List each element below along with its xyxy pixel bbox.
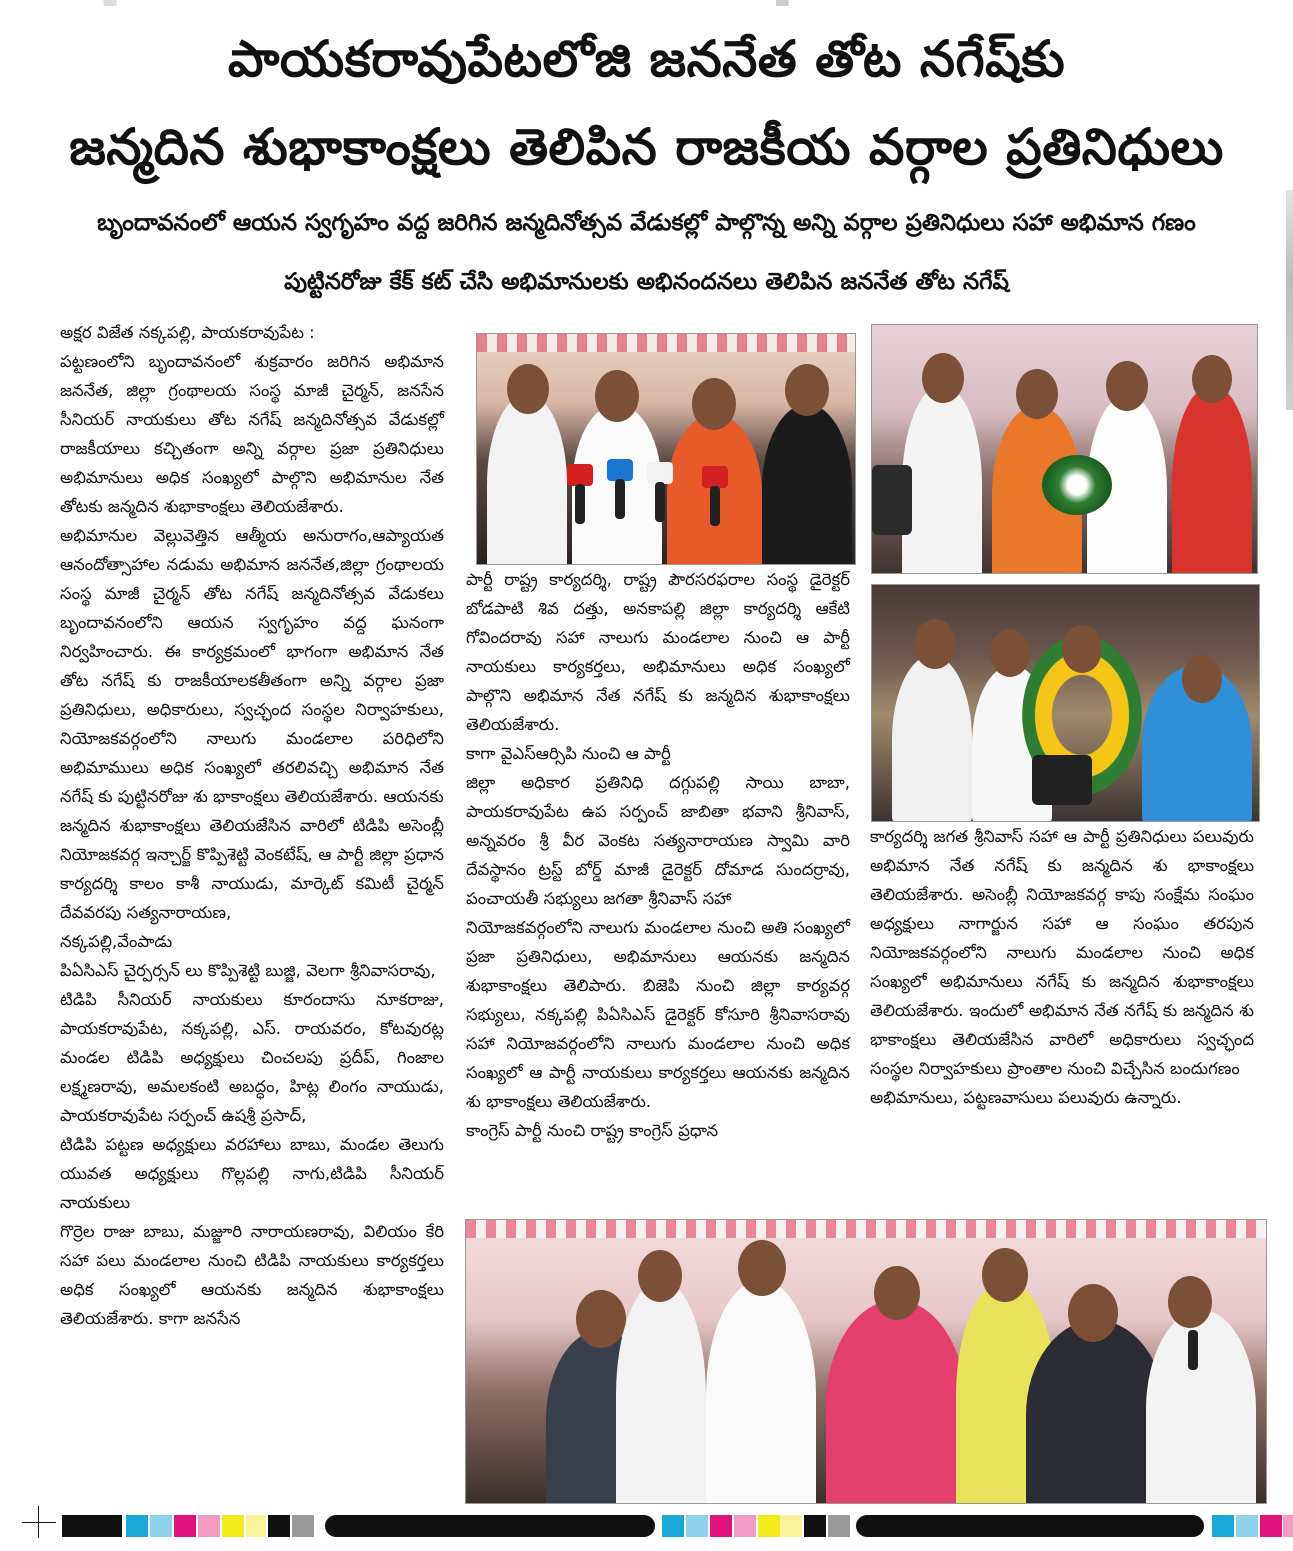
person-figure	[892, 655, 972, 822]
person-figure	[762, 404, 852, 565]
color-swatch	[1212, 1515, 1234, 1537]
article-column-1	[60, 318, 444, 1333]
color-swatch	[1260, 1515, 1282, 1537]
paragraph: కాగా వైఎస్ఆర్సిపి నుంచి ఆ పార్టీ	[466, 744, 671, 763]
person-head	[1168, 1276, 1212, 1328]
mic-logo	[702, 466, 728, 488]
flower-bouquet	[1042, 455, 1112, 515]
person-head	[1182, 655, 1222, 703]
person-head	[595, 370, 639, 422]
person-head	[507, 364, 549, 414]
microphone	[575, 484, 585, 524]
person-figure	[902, 385, 982, 574]
color-swatch	[662, 1515, 684, 1537]
paragraph: అభిమానుల వెల్లువెత్తిన ఆత్మీయ అనురాగం,ఆప్యాయత ఆనందోత్సాహాల నడుమ అభిమాన జననేత,జిల్లా గ్రంథాలయ సంస్థ మాజీ చైర్మన్ తోట నగేష్ జన్మదినోత్సవ వేడుకలు బృందావనంలోని ఆయన స్వగృహం వద్ద ఘనంగా నిర్వహించారు. ఈ కార్యక్రమంలో భాగంగా అభిమాన నేత తోట నగేష్ కు రాజకీయాలకతీతంగా అన్ని వర్గాల ప్రజా ప్రతినిధులు, అధికారులు, స్వచ్ఛంద సంస్థల నిర్వాహకులు, నియోజకవర్గంలోని నాలుగు మండలాల పరిధిలోని అభిమాములు అధిక సంఖ్యలో తరలివచ్చి అభిమాన నేత నగేష్ కు పుట్టినరోజు శు భాకాంక్షలు తెలియజేశారు. ఆయనకు	[60, 526, 444, 806]
microphone	[655, 482, 665, 522]
color-swatch	[246, 1515, 266, 1537]
mic-logo	[647, 462, 673, 484]
person-head	[914, 619, 956, 669]
mic-logo	[607, 459, 633, 481]
microphone	[710, 486, 720, 526]
person-head	[1016, 369, 1058, 419]
person-head	[1068, 1284, 1118, 1342]
color-swatch	[710, 1515, 732, 1537]
color-swatch	[734, 1515, 756, 1537]
paragraph: జిల్లా అధికార ప్రతినిధి దగ్గుపల్లి సాయి బాబా, పాయకరావుపేట ఉప సర్పంచ్ జాబితా భవాని శ్రీనివాస్, అన్నవరం శ్రీ వీర వెంకట సత్యనారాయణ స్వామి వారి దేవస్థానం ట్రస్ట్ బోర్డ్ మాజీ డైరెక్టర్ దోమాడ సుందర్రావు, పంచాయతీ సభ్యులు జగతా శ్రీనివాస్ సహా	[466, 773, 850, 908]
paragraph: జన్మదిన శుభాకాంక్షలు తెలియజేసిన వారిలో టిడిపి అసెంబ్లీ నియోజకవర్గ ఇన్చార్జ్ కొప్పిశెట్టి వెంకటేష్, ఆ పార్టీ జిల్లా ప్రధాన కార్యదర్శి కాలం కాశీ నాయుడు, మార్కెట్ కమిటీ చైర్మన్ దేవవరపు సత్యనారాయణ,	[60, 816, 444, 922]
color-swatch	[126, 1515, 148, 1537]
person-head	[1192, 355, 1232, 403]
photo-banner-decoration	[466, 1220, 1266, 1238]
article-column-3	[870, 822, 1254, 1112]
page-top-strip	[0, 0, 1293, 6]
paragraph: అభిమానులు, పట్టణవాసులు పలువురు ఉన్నారు.	[870, 1088, 1182, 1107]
person-figure	[1146, 1310, 1256, 1504]
camera	[872, 465, 912, 535]
photo-banner-decoration	[477, 334, 855, 352]
camera	[1032, 755, 1092, 805]
black-rule	[325, 1515, 655, 1537]
person-figure	[706, 1280, 816, 1504]
subheadline-line-1: బృందావనంలో ఆయన స్వగృహం వద్ద జరిగిన జన్మదినోత్సవ వేడుకల్లో పాల్గొన్న అన్ని వర్గాల ప్రతినిధులు సహా అభిమాన గణం	[97, 210, 1196, 236]
person-head	[1062, 625, 1102, 673]
photo-media-interview	[476, 333, 856, 565]
person-head	[990, 629, 1030, 677]
person-head	[1106, 361, 1148, 411]
color-swatch	[292, 1515, 314, 1537]
color-swatch	[150, 1515, 172, 1537]
color-swatch	[174, 1515, 196, 1537]
color-swatch	[1236, 1515, 1258, 1537]
microphone	[1188, 1330, 1198, 1370]
person-figure	[487, 394, 567, 565]
person-head	[576, 1290, 626, 1348]
color-swatch	[828, 1515, 850, 1537]
person-figure	[616, 1280, 706, 1504]
paragraph: టిడిపి పట్టణ అధ్యక్షులు వరహాలు బాబు, మండల తెలుగు యువత అధ్యక్షులు గొల్లపల్లి నాగు,టిడిపి సీనియర్ నాయకులు	[60, 1135, 444, 1212]
color-swatch	[198, 1515, 220, 1537]
paragraph: నియోజకవర్గంలోని నాలుగు మండలాల నుంచి అతి సంఖ్యలో ప్రజా ప్రతినిధులు, అభిమానులు ఆయనకు జన్మదిన శుభాకాంక్షలు తెలిపారు. బిజెపి నుంచి జిల్లా కార్యవర్గ సభ్యులు, నక్కపల్లి పిఏసిఎస్ డైరెక్టర్ కోసూరి శ్రీనివాసరావు సహా నియోజవర్గంలోని నాలుగు మండలాల నుంచి అధిక సంఖ్యలో ఆ పార్టీ నాయకులు కార్యకర్తలు ఆయనకు జన్మదిన శు భాకాంక్షలు తెలియజేశారు.	[466, 918, 850, 1111]
person-head	[738, 1240, 786, 1296]
color-swatch	[780, 1515, 802, 1537]
microphone	[615, 479, 625, 519]
person-head	[874, 1266, 920, 1320]
color-swatch	[758, 1515, 780, 1537]
color-swatch	[686, 1515, 708, 1537]
color-swatch	[804, 1515, 826, 1537]
paragraph: గొర్రెల రాజు బాబు, మజ్జూరి నారాయణరావు, విలియం కేరి సహా పలు మండలాల నుంచి టిడిపి నాయకులు కార్యకర్తలు అధిక సంఖ్యలో ఆయనకు జన్మదిన శుభాకాంక్షలు తెలియజేశారు. కాగా జనసేన	[60, 1222, 444, 1328]
paragraph: టిడిపి సీనియర్ నాయకులు కూరందాసు నూకరాజు, పాయకరావుపేట, నక్కపల్లి, ఎస్. రాయవరం, కోటవురట్ల మండల టిడిపి అధ్యక్షులు చించలపు ప్రదీప్, గింజాల లక్ష్మణరావు, అమలకంటి అబద్ధం, హిట్ల లింగం నాయుడు, పాయకరావుపేట సర్పంచ్ ఉషశ్రీ ప్రసాద్,	[60, 990, 444, 1125]
person-head	[982, 1248, 1028, 1302]
person-head	[638, 1250, 682, 1302]
color-registration-bar	[0, 1509, 1293, 1543]
paragraph: కాంగ్రెస్ పార్టీ నుంచి రాష్ట్ర కాంగ్రెస్ ప్రధాన	[466, 1121, 719, 1140]
person-head	[785, 364, 829, 416]
black-rule	[856, 1515, 1204, 1537]
paragraph: నక్కపల్లి,వేంపాడు	[60, 932, 173, 951]
paragraph: పిఏసిఎస్ చైర్పర్సన్ లు కొప్పిశెట్టి బుజ్జి, వెలగా శ్రీనివాసరావు,	[60, 961, 436, 980]
person-head	[692, 378, 736, 430]
headline-line-1: పాయకరావుపేటలోజి జననేత తోట నగేష్‌కు	[227, 30, 1066, 88]
person-figure	[1026, 1320, 1166, 1504]
dateline: అక్షర విజేత నక్కపల్లి, పాయకరావుపేట :	[60, 323, 315, 342]
subheadline-line-2: పుట్టినరోజు కేక్ కట్ చేసి అభిమానులకు అభినందనలు తెలిపిన జననేత తోట నగేష్	[284, 269, 1009, 295]
paragraph: పార్టీ రాష్ట్ర కార్యదర్శి, రాష్ట్ర పౌరసరఫరాల సంస్థ డైరెక్టర్ బోడపాటి శివ దత్తు, అనకాపల్లి జిల్లా కార్యదర్శి ఆకేటి గోవిందరావు సహా నాలుగు మండలాల నుంచి ఆ పార్టీ నాయకులు కార్యకర్తలు, అభిమానులు అధిక సంఖ్యలో పాల్గొని అభిమాన నేత నగేష్ కు జన్మదిన శుభాకాంక్షలు తెలియజేశారు.	[466, 570, 850, 734]
color-swatch	[222, 1515, 244, 1537]
paragraph: కార్యదర్శి జగత శ్రీనివాస్ సహా ఆ పార్టీ ప్రతినిధులు పలువురు అభిమాన నేత నగేష్ కు జన్మదిన శు భాకాంక్షలు తెలియజేశారు. అసెంబ్లీ నియోజకవర్గ కాపు సంక్షేమ సంఘం అధ్యక్షులు నాగార్జున సహా ఆ సంఘం తరపున నియోజకవర్గంలోని నాలుగు మండలాల నుంచి అధిక సంఖ్యలో అభిమానులు నగేష్ కు జన్మదిన శుభాకాంక్షలు తెలియజేశారు. ఇందులో అభిమాన నేత నగేష్ కు జన్మదిన శు భాకాంక్షలు తెలియజేసిన వారిలో అధికారులు స్వచ్ఛంద సంస్థల నిర్వాహకులు ప్రాంతాల నుంచి విచ్చేసిన బందుగణం	[870, 827, 1254, 1078]
person-figure	[826, 1300, 966, 1504]
mic-logo	[567, 464, 593, 486]
photo-garland-greeting	[871, 584, 1260, 822]
article-column-2	[466, 565, 850, 1145]
color-swatch	[268, 1515, 290, 1537]
headline-line-2: జన్మదిన శుభాకాంక్షలు తెలిపిన రాజకీయ వర్గాల ప్రతినిధులు	[69, 118, 1224, 176]
paragraph: పట్టణంలోని బృందావనంలో శుక్రవారం జరిగిన అభిమాన జననేత, జిల్లా గ్రంథాలయ సంస్థ మాజీ చైర్మన్, జనసేన సీనియర్ నాయకులు తోట నగేష్ జన్మదినోత్సవ వేడుకల్లో రాజకీయాలు కచ్చితంగా అన్ని వర్గాల ప్రజా ప్రతినిధులు అభిమానులు అధిక సంఖ్యలో పాల్గొని అభిమానుల నేత తోటకు జన్మదిన శుభాకాంక్షలు తెలియజేశారు.	[60, 352, 444, 516]
color-swatch	[62, 1515, 122, 1537]
photo-bouquet-greeting	[871, 324, 1258, 574]
photo-shawl-felicitation	[465, 1219, 1267, 1504]
person-head	[922, 353, 964, 403]
color-swatch	[1283, 1515, 1293, 1537]
person-figure	[1172, 385, 1252, 574]
